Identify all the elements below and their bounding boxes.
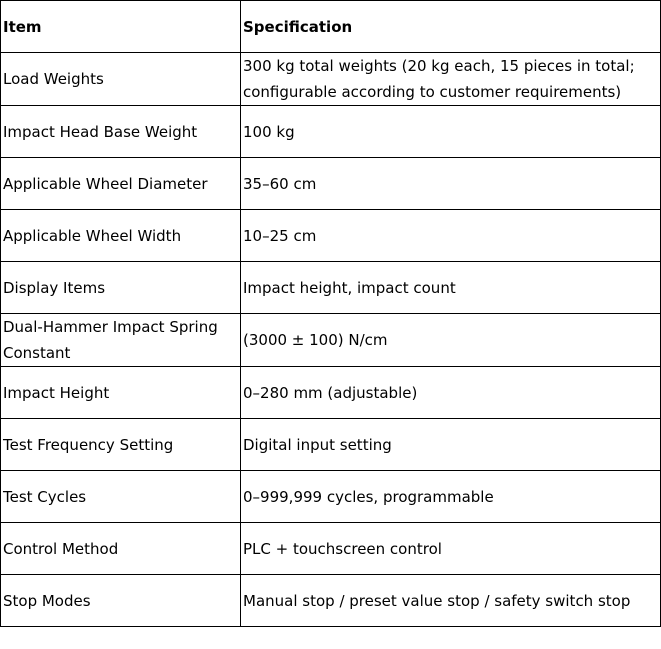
table-row bbox=[1, 471, 661, 523]
spec-cell: PLC + touchscreen control bbox=[241, 523, 661, 575]
table-row bbox=[1, 367, 661, 419]
spec-cell: Impact height, impact count bbox=[241, 262, 661, 314]
spec-cell: 100 kg bbox=[241, 106, 661, 158]
item-cell: Applicable Wheel Width bbox=[1, 210, 241, 262]
header-specification: Specification bbox=[241, 1, 661, 53]
table-row bbox=[1, 53, 661, 106]
item-cell: Impact Head Base Weight bbox=[1, 106, 241, 158]
spec-cell: 0–999,999 cycles, programmable bbox=[241, 471, 661, 523]
item-cell: Control Method bbox=[1, 523, 241, 575]
table-row bbox=[1, 419, 661, 471]
table-row bbox=[1, 314, 661, 367]
spec-cell: 0–280 mm (adjustable) bbox=[241, 367, 661, 419]
spec-cell: 35–60 cm bbox=[241, 158, 661, 210]
item-cell: Load Weights bbox=[1, 53, 241, 106]
table-row bbox=[1, 262, 661, 314]
table-row bbox=[1, 158, 661, 210]
table-row bbox=[1, 523, 661, 575]
table-row bbox=[1, 210, 661, 262]
item-cell: Stop Modes bbox=[1, 575, 241, 627]
spec-cell: (3000 ± 100) N/cm bbox=[241, 314, 661, 367]
table-row bbox=[1, 106, 661, 158]
spec-cell: 10–25 cm bbox=[241, 210, 661, 262]
item-cell: Test Cycles bbox=[1, 471, 241, 523]
item-cell: Dual-Hammer Impact Spring Constant bbox=[1, 314, 241, 367]
spec-cell: 300 kg total weights (20 kg each, 15 pieces in total; configurable according to customer requirements) bbox=[241, 53, 661, 106]
spec-cell: Manual stop / preset value stop / safety switch stop bbox=[241, 575, 661, 627]
spec-cell: Digital input setting bbox=[241, 419, 661, 471]
item-cell: Test Frequency Setting bbox=[1, 419, 241, 471]
item-cell: Applicable Wheel Diameter bbox=[1, 158, 241, 210]
item-cell: Impact Height bbox=[1, 367, 241, 419]
header-item: Item bbox=[1, 1, 241, 53]
table-row bbox=[1, 575, 661, 627]
item-cell: Display Items bbox=[1, 262, 241, 314]
table-header-row bbox=[1, 1, 661, 53]
